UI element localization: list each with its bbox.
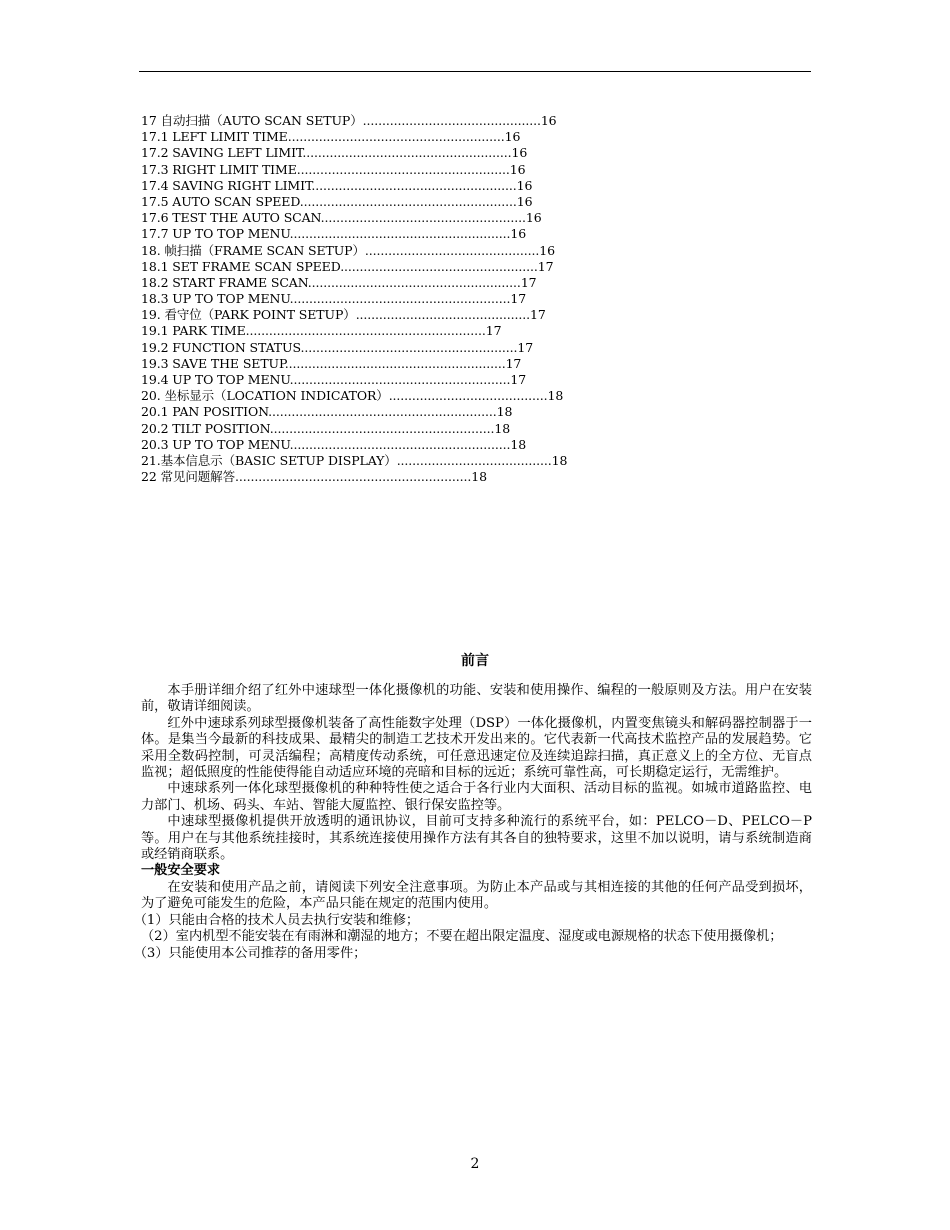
toc-leader-dots: ........................................................... [268,404,497,420]
toc-entry-page: 16 [540,113,557,128]
toc-leader-dots: .............................................................. [245,323,486,339]
toc-leader-dots: ......................................... [388,388,548,404]
toc-leader-dots: ...................................................... [302,145,512,161]
toc-entry-title: 20.2 TILT POSITION [141,420,270,436]
toc-entry-title: 17 自动扫描（AUTO SCAN SETUP） [141,113,363,128]
toc-entry-page: 16 [511,145,528,161]
toc-entry[interactable] [141,453,777,469]
toc-leader-dots: ............................................................. [234,469,472,485]
preface-paragraph-1: 本手册详细介绍了红外中速球型一体化摄像机的功能、安装和使用操作、编程的一般原则及方法。用户在安装前，敬请详细阅读。 [141,683,812,715]
toc-entry[interactable] [141,404,777,420]
toc-entry-title: 18.3 UP TO TOP MENU [141,291,290,307]
toc-entry-title: 20. 坐标显示（LOCATION INDICATOR） [141,388,389,404]
toc-entry-page: 16 [516,177,533,193]
toc-entry-page: 17 [520,274,537,290]
toc-entry-title: 18.2 START FRAME SCAN [141,274,308,290]
toc-entry-page: 17 [510,372,527,387]
toc-leader-dots: ..................................................... [311,177,517,193]
toc-entry[interactable] [141,145,777,161]
toc-leader-dots: ......................................................... [284,355,506,371]
toc-entry-page: 18 [510,436,527,452]
toc-entry-title: 19.3 SAVE THE SETUP [141,355,285,371]
preface-paragraph-3: 中速球系列一体化球型摄像机的种种特性使之适合于各行业内大面积、活动目标的监视。如城市道路监控、电力部门、机场、码头、车站、智能大厦监控、银行保安监控等。 [141,781,812,813]
toc-entry[interactable] [141,210,777,226]
toc-entry[interactable] [141,388,777,404]
toc-entry[interactable] [141,421,777,437]
toc-entry-title: 17.1 LEFT LIMIT TIME [141,129,288,145]
toc-entry-page: 16 [504,129,521,145]
toc-leader-dots: ......................................................... [289,291,511,307]
toc-leader-dots: .............................................. [362,113,541,128]
toc-entry-page: 18 [551,452,568,468]
toc-leader-dots: ............................................. [364,242,540,258]
toc-entry[interactable] [141,162,777,178]
toc-entry[interactable] [141,259,777,275]
toc-entry-title: 17.5 AUTO SCAN SPEED [141,193,300,209]
toc-entry-title: 19.1 PARK TIME [141,323,246,339]
toc-entry[interactable] [141,469,777,485]
toc-entry[interactable] [141,340,777,356]
toc-entry-page: 16 [525,210,542,226]
toc-entry[interactable] [141,194,777,210]
toc-entry-title: 17.3 RIGHT LIMIT TIME [141,161,297,177]
safety-item-3: （3）只能使用本公司推荐的备用零件； [133,945,367,961]
toc-leader-dots: ......................................................... [289,226,511,242]
toc-entry-page: 18 [547,388,564,404]
toc-leader-dots: ............................................. [355,307,530,323]
toc-entry-page: 18 [471,469,487,485]
toc-entry-title: 17.4 SAVING RIGHT LIMIT [141,177,312,193]
toc-leader-dots: ......................................................... [289,372,511,387]
toc-entry[interactable] [141,178,777,194]
toc-entry-title: 20.3 UP TO TOP MENU [141,436,290,452]
toc-leader-dots: ..................................................... [320,210,526,226]
preface-title: 前言 [461,653,489,669]
safety-item-2: （2）室内机型不能安装在有雨淋和潮湿的地方；不要在超出限定温度、湿度或电源规格的状态下使用摄像机； [141,929,783,945]
preface-paragraph-4: 中速球型摄像机提供开放透明的通讯协议，目前可支持多种流行的系统平台，如：PELCO－D、PELCO－P等。用户在与其他系统挂接时，其系统连接使用操作方法有其各自的独特要求，这里不加以说明，请与系统制造商或经销商联系。 [141,814,812,863]
toc-entry[interactable] [141,356,777,372]
toc-leader-dots: .......................................................... [269,420,495,436]
toc-entry-page: 16 [510,226,527,242]
toc-leader-dots: ......................................................... [289,436,511,452]
safety-heading: 一般安全要求 [141,863,221,879]
table-of-contents [141,113,777,485]
toc-entry-title: 17.6 TEST THE AUTO SCAN [141,210,321,226]
toc-entry-title: 21.基本信息示（BASIC SETUP DISPLAY） [141,452,397,468]
toc-entry-page: 18 [496,404,513,420]
toc-entry-title: 22 常见问题解答 [141,469,235,485]
toc-entry-page: 18 [494,420,511,436]
toc-leader-dots: ........................................................ [300,339,518,355]
toc-entry[interactable] [141,226,777,242]
toc-entry[interactable] [141,437,777,453]
toc-entry[interactable] [141,307,777,323]
toc-entry-title: 17.7 UP TO TOP MENU [141,226,290,242]
toc-entry[interactable] [141,243,777,259]
toc-entry-page: 17 [510,291,527,307]
toc-entry-title: 20.1 PAN POSITION [141,404,269,420]
toc-entry-title: 18.1 SET FRAME SCAN SPEED [141,258,341,274]
preface-paragraph-2: 红外中速球系列球型摄像机装备了高性能数字处理（DSP）一体化摄像机，内置变焦镜头和解码器控制器于一体。是集当今最新的科技成果、最精尖的制造工艺技术开发出来的。它代表新一代高技术监控产品的发展趋势。它采用全数码控制，可灵活编程；高精度传动系统，可任意迅速定位及连续追踪扫描，真正意义上的全方位、无盲点监视；超低照度的性能使得能自动适应环境的亮暗和目标的远近；系统可靠性高，可长期稳定运行，无需维护。 [141,715,812,781]
toc-leader-dots: ........................................................ [299,193,517,209]
toc-entry-title: 18. 帧扫描（FRAME SCAN SETUP） [141,242,365,258]
toc-leader-dots: ........................................ [396,452,552,468]
toc-entry[interactable] [141,129,777,145]
toc-entry-page: 16 [539,242,555,258]
safety-intro: 在安装和使用产品之前，请阅读下列安全注意事项。为防止本产品或与其相连接的其他的任何产品受到损坏，为了避免可能发生的危险，本产品只能在规定的范围内使用。 [141,879,812,912]
toc-leader-dots: ....................................................... [307,274,521,290]
toc-entry-page: 17 [485,323,502,339]
toc-entry[interactable] [141,275,777,291]
toc-entry[interactable] [141,323,777,339]
toc-entry-page: 17 [537,258,554,274]
toc-entry[interactable] [141,113,777,129]
toc-entry[interactable] [141,291,777,307]
toc-entry-title: 19.2 FUNCTION STATUS [141,339,301,355]
header-rule [139,71,811,72]
safety-item-1: （1）只能由合格的技术人员去执行安装和维修； [133,912,420,928]
toc-entry-page: 16 [509,161,526,177]
toc-entry-page: 16 [516,193,533,209]
preface-body [133,683,812,962]
toc-entry-title: 17.2 SAVING LEFT LIMIT [141,145,303,161]
toc-entry-title: 19.4 UP TO TOP MENU [141,372,290,387]
page-number: 2 [470,1156,480,1172]
toc-entry-page: 17 [517,339,534,355]
toc-entry-page: 17 [530,307,546,323]
toc-leader-dots: ........................................................ [287,129,505,145]
toc-leader-dots: ....................................................... [296,161,510,177]
toc-entry-title: 19. 看守位（PARK POINT SETUP） [141,307,356,323]
toc-entry[interactable] [141,372,777,388]
toc-entry-page: 17 [505,355,522,371]
toc-leader-dots: ................................................... [340,258,538,274]
